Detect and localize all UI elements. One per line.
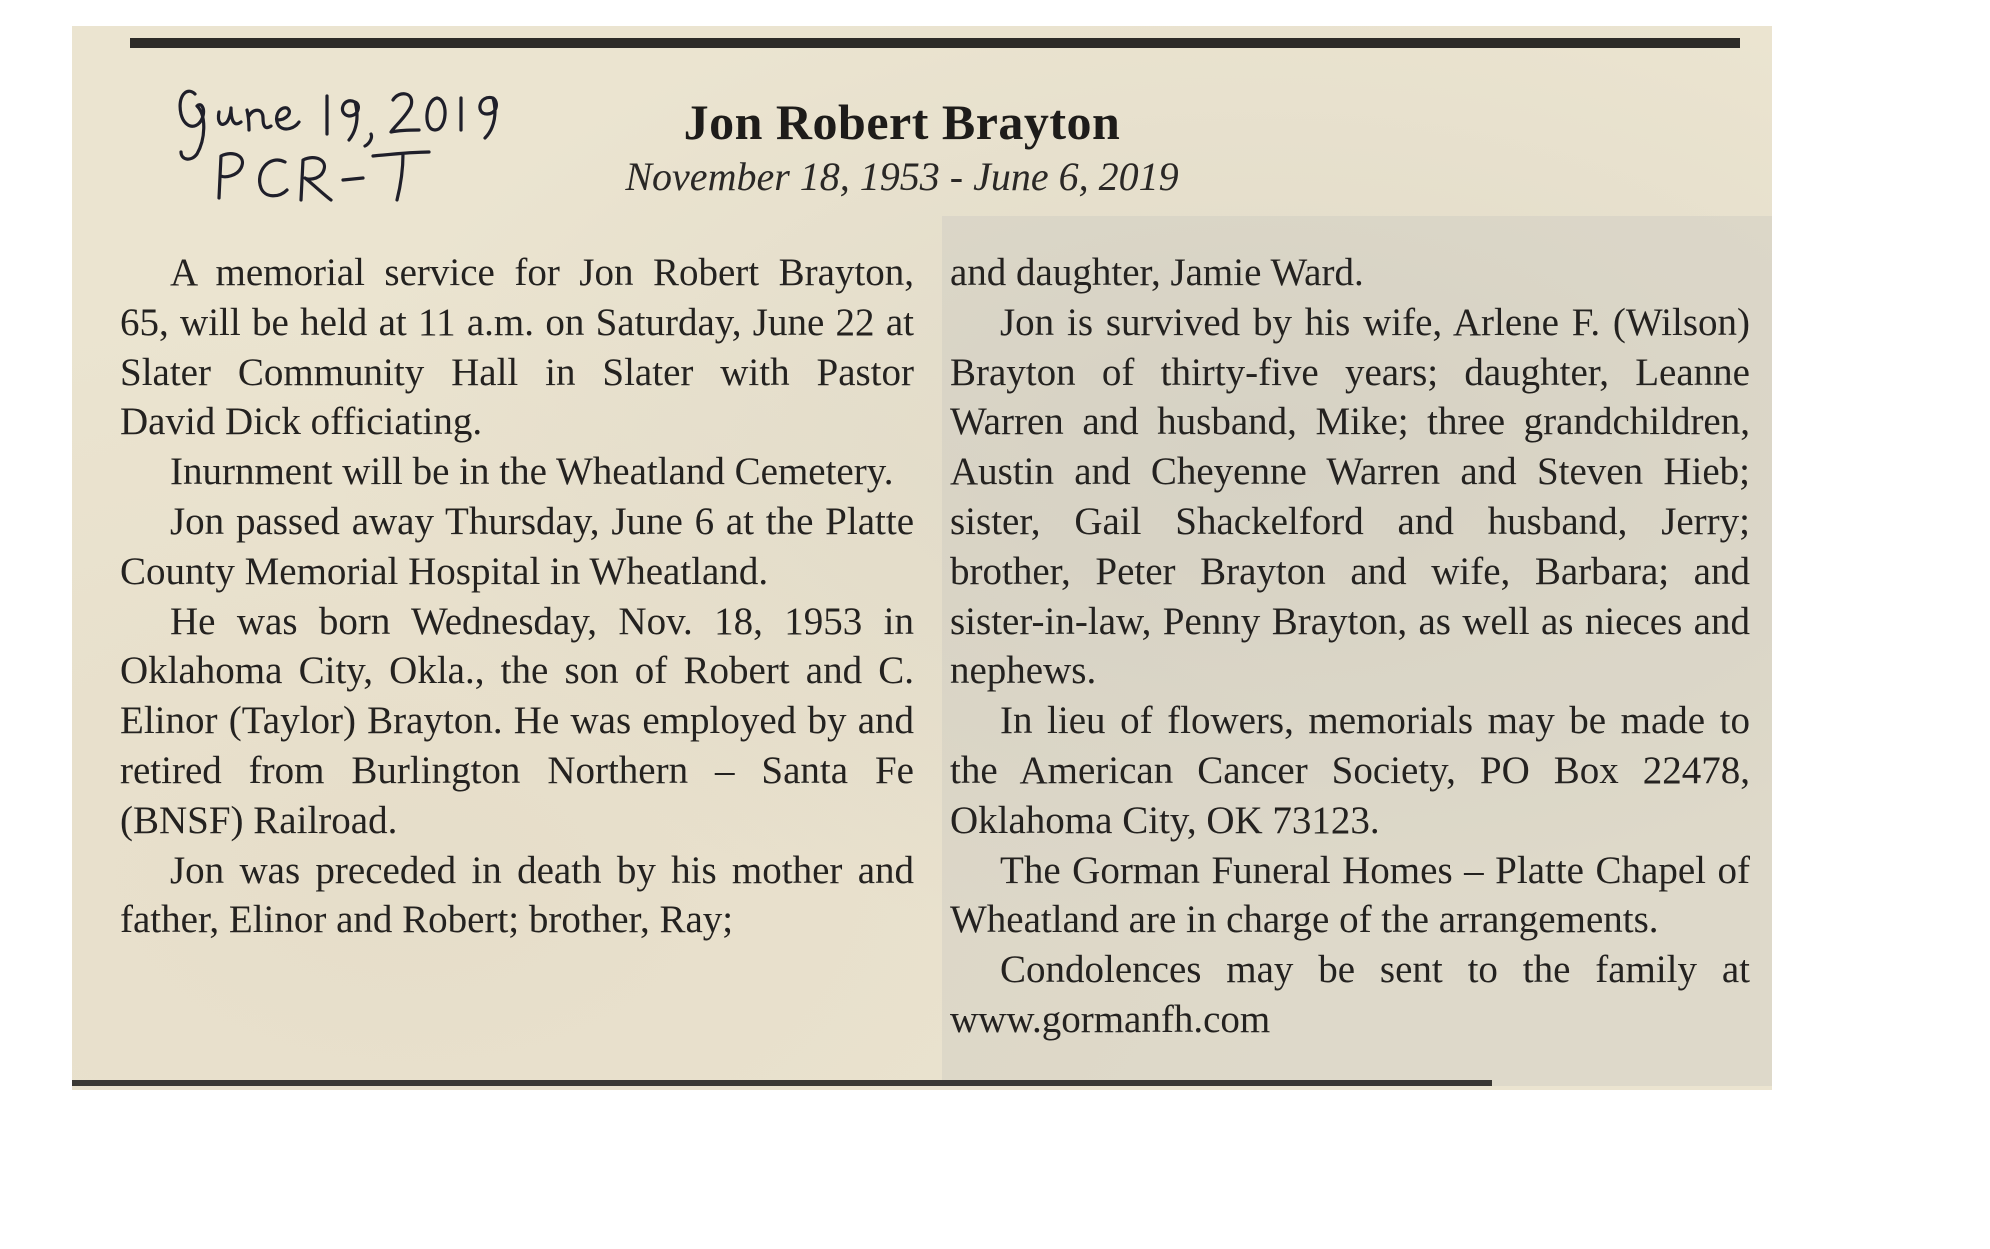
right-column — [950, 248, 1750, 1045]
handwritten-note — [167, 56, 587, 236]
paragraph-condolences: Condolences may be sent to the family at www.gormanfh.com — [950, 948, 1750, 1041]
paragraph-survived-by: Jon is survived by his wife, Arlene F. (Wilson) Brayton of thirty-five years; daughter, Leanne Warren and husband, Mike; three grandchildren, Austin and Cheyenne Warren and Steven Hieb; sister, Gail Shackelford and husband, Jerry; brother, Peter Brayton and wife, Barbara; and sister-in-law, Penny Brayton, as well as nieces and nephews. — [950, 300, 1750, 693]
paragraph-biography: He was born Wednesday, Nov. 18, 1953 in Oklahoma City, Okla., the son of Robert and C. Elinor (Taylor) Brayton. He was employed by and retired from Burlington Northern – Santa Fe (BNSF) Railroad. — [120, 599, 914, 842]
paragraph-memorials: In lieu of flowers, memorials may be made to the American Cancer Society, PO Box 22478, Oklahoma City, OK 73123. — [950, 699, 1750, 842]
paragraph-preceded: Jon was preceded in death by his mother and father, Elinor and Robert; brother, Ray; — [120, 848, 914, 942]
handwritten-date-signature — [167, 56, 587, 236]
obituary-name: Jon Robert Brayton — [683, 94, 1121, 150]
paragraph-memorial-service: A memorial service for Jon Robert Brayton, 65, will be held at 11 a.m. on Saturday, June 22 at Slater Community Hall in Slater with Pastor David Dick officiating. — [120, 251, 914, 444]
paragraph-continuation: and daughter, Jamie Ward. — [950, 251, 1364, 294]
bottom-rule — [72, 1080, 1492, 1086]
obituary-header — [592, 92, 1212, 202]
top-rule — [130, 38, 1740, 48]
paragraph-funeral-home: The Gorman Funeral Homes – Platte Chapel of Wheatland are in charge of the arrangements. — [950, 848, 1750, 942]
paragraph-passing: Jon passed away Thursday, June 6 at the Platte County Memorial Hospital in Wheatland. — [120, 499, 914, 593]
newspaper-clipping — [72, 26, 1772, 1090]
obituary-dates: November 18, 1953 - June 6, 2019 — [625, 154, 1179, 199]
left-column — [120, 248, 914, 945]
paragraph-inurnment: Inurnment will be in the Wheatland Cemetery. — [170, 450, 894, 494]
